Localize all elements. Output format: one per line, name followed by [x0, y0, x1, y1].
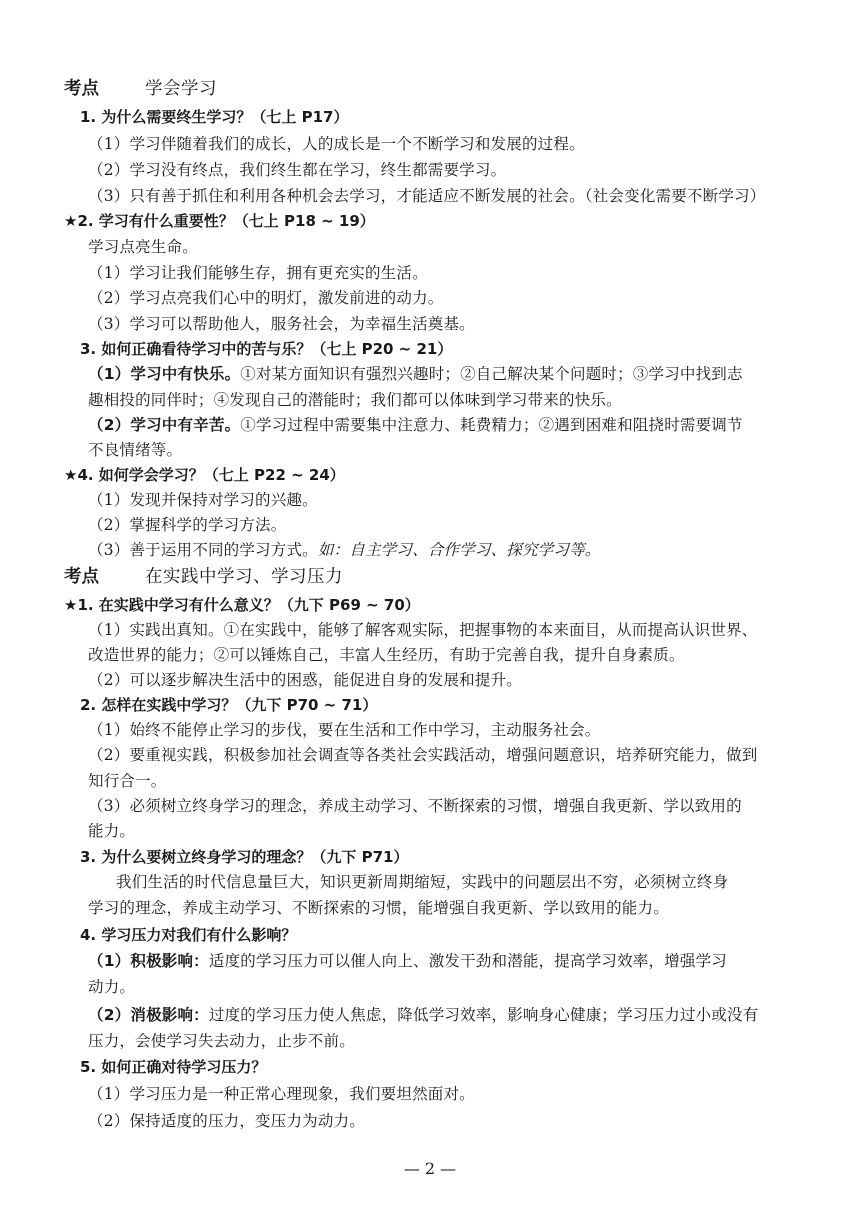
answer-line: 我们生活的时代信息量巨大，知识更新周期缩短，实践中的问题层出不穷，必须树立终身: [116, 873, 729, 891]
question-3-title: 3. 如何正确看待学习中的苦与乐？（七上 P20 ~ 21）: [80, 340, 453, 358]
page-number: — 2 —: [403, 1159, 457, 1178]
answer-keyword: （1）积极影响：: [88, 952, 209, 970]
answer-line: （2）掌握科学的学习方法。: [88, 516, 287, 534]
answer-keyword: （2）消极影响：: [88, 1006, 209, 1024]
answer-line: （1）学习伴随着我们的成长，人的成长是一个不断学习和发展的过程。: [88, 135, 585, 153]
star-icon: ★: [64, 466, 78, 484]
question-text: 2. 学习有什么重要性？（七上 P18 ~ 19）: [77, 212, 375, 230]
question-text: 1. 在实践中学习有什么意义？（九下 P69 ~ 70）: [77, 596, 420, 614]
point-1-title: [64, 592, 420, 618]
star-icon: ★: [64, 212, 78, 230]
answer-line: 动力。: [88, 978, 136, 996]
answer-line: （3）学习可以帮助他人，服务社会，为幸福生活奠基。: [88, 315, 475, 333]
answer-line: （2）可以逐步解决生活中的困惑，能促进自身的发展和提升。: [88, 671, 522, 689]
answer-line: （1）实践出真知。①在实践中，能够了解客观实际，把握事物的本来面目，从而提高认识世界、: [88, 621, 758, 639]
point-3-title: 3. 为什么要树立终身学习的理念？（九下 P71）: [80, 848, 409, 866]
question-2-title: [64, 208, 375, 234]
answer-line: （3）只有善于抓住和利用各种机会去学习，才能适应不断发展的社会。（社会变化需要不断学习）: [88, 187, 766, 205]
section-heading-1: [64, 74, 217, 104]
answer-line: （2）消极影响：过度的学习压力使人焦虑，降低学习效率，影响身心健康；学习压力过小或没有: [88, 1006, 759, 1024]
answer-line: 趣相投的同伴时；④发现自己的潜能时；我们都可以体味到学习带来的快乐。: [88, 391, 622, 409]
answer-line: 学习的理念，养成主动学习、不断探索的习惯，能增强自我更新、学以致用的能力。: [88, 899, 669, 917]
answer-line: （1）始终不能停止学习的步伐，要在生活和工作中学习，主动服务社会。: [88, 721, 601, 739]
answer-keyword: （1）学习中有快乐。: [88, 365, 241, 383]
answer-line: （2）学习中有辛苦。①学习过程中需要集中注意力、耗费精力；②遇到困难和阻挠时需要调节: [88, 416, 743, 434]
star-icon: ★: [64, 596, 78, 614]
answer-line: （2）学习没有终点，我们终生都在学习，终生都需要学习。: [88, 161, 507, 179]
section-number-box: [105, 585, 139, 589]
point-5-title: 5. 如何正确对待学习压力？: [80, 1058, 267, 1076]
answer-line: （2）要重视实践，积极参加社会调查等各类社会实践活动，增强问题意识，培养研究能力，做到: [88, 746, 758, 764]
answer-line: （1）学习中有快乐。①对某方面知识有强烈兴趣时；②自己解决某个问题时；③学习中找到志: [88, 365, 743, 383]
answer-line: 改造世界的能力；②可以锤炼自己，丰富人生经历，有助于完善自我，提升自身素质。: [88, 646, 685, 664]
answer-line: （3）必须树立终身学习的理念，养成主动学习、不断探索的习惯，增强自我更新、学以致用的: [88, 797, 742, 815]
section-title: 在实践中学习、学习压力: [145, 567, 343, 587]
answer-line: （1）学习压力是一种正常心理现象，我们要坦然面对。: [88, 1085, 475, 1103]
point-4-title: 4. 学习压力对我们有什么影响？: [80, 926, 297, 944]
question-4-title: [64, 462, 345, 488]
handwritten-note: 如：自主学习、合作学习、探究学习等。: [317, 541, 601, 559]
question-1-title: 1. 为什么需要终生学习？（七上 P17）: [80, 108, 349, 126]
answer-line: （3）善于运用不同的学习方式。如：自主学习、合作学习、探究学习等。: [88, 541, 601, 559]
point-2-title: 2. 怎样在实践中学习？（九下 P70 ~ 71）: [80, 696, 378, 714]
answer-keyword: （2）学习中有辛苦。: [88, 416, 241, 434]
section-number-box: [105, 97, 139, 101]
answer-line: 知行合一。: [88, 772, 167, 790]
answer-line: （1）发现并保持对学习的兴趣。: [88, 491, 318, 509]
answer-line: （1）积极影响：适度的学习压力可以催人向上、激发干劲和潜能，提高学习效率，增强学习: [88, 952, 727, 970]
section-label: 考点: [64, 567, 99, 587]
answer-line: 不良情绪等。: [88, 441, 183, 459]
question-text: 4. 如何学会学习？（七上 P22 ~ 24）: [77, 466, 345, 484]
section-heading-2: [64, 562, 343, 592]
answer-line: （2）保持适度的压力，变压力为动力。: [88, 1112, 365, 1130]
section-title: 学会学习: [145, 79, 217, 99]
answer-line: （1）学习让我们能够生存，拥有更充实的生活。: [88, 264, 428, 282]
answer-line: （2）学习点亮我们心中的明灯，激发前进的动力。: [88, 289, 444, 307]
answer-line: 压力，会使学习失去动力，止步不前。: [88, 1032, 355, 1050]
answer-line: 能力。: [88, 822, 136, 840]
answer-line: 学习点亮生命。: [88, 238, 198, 256]
section-label: 考点: [64, 79, 99, 99]
